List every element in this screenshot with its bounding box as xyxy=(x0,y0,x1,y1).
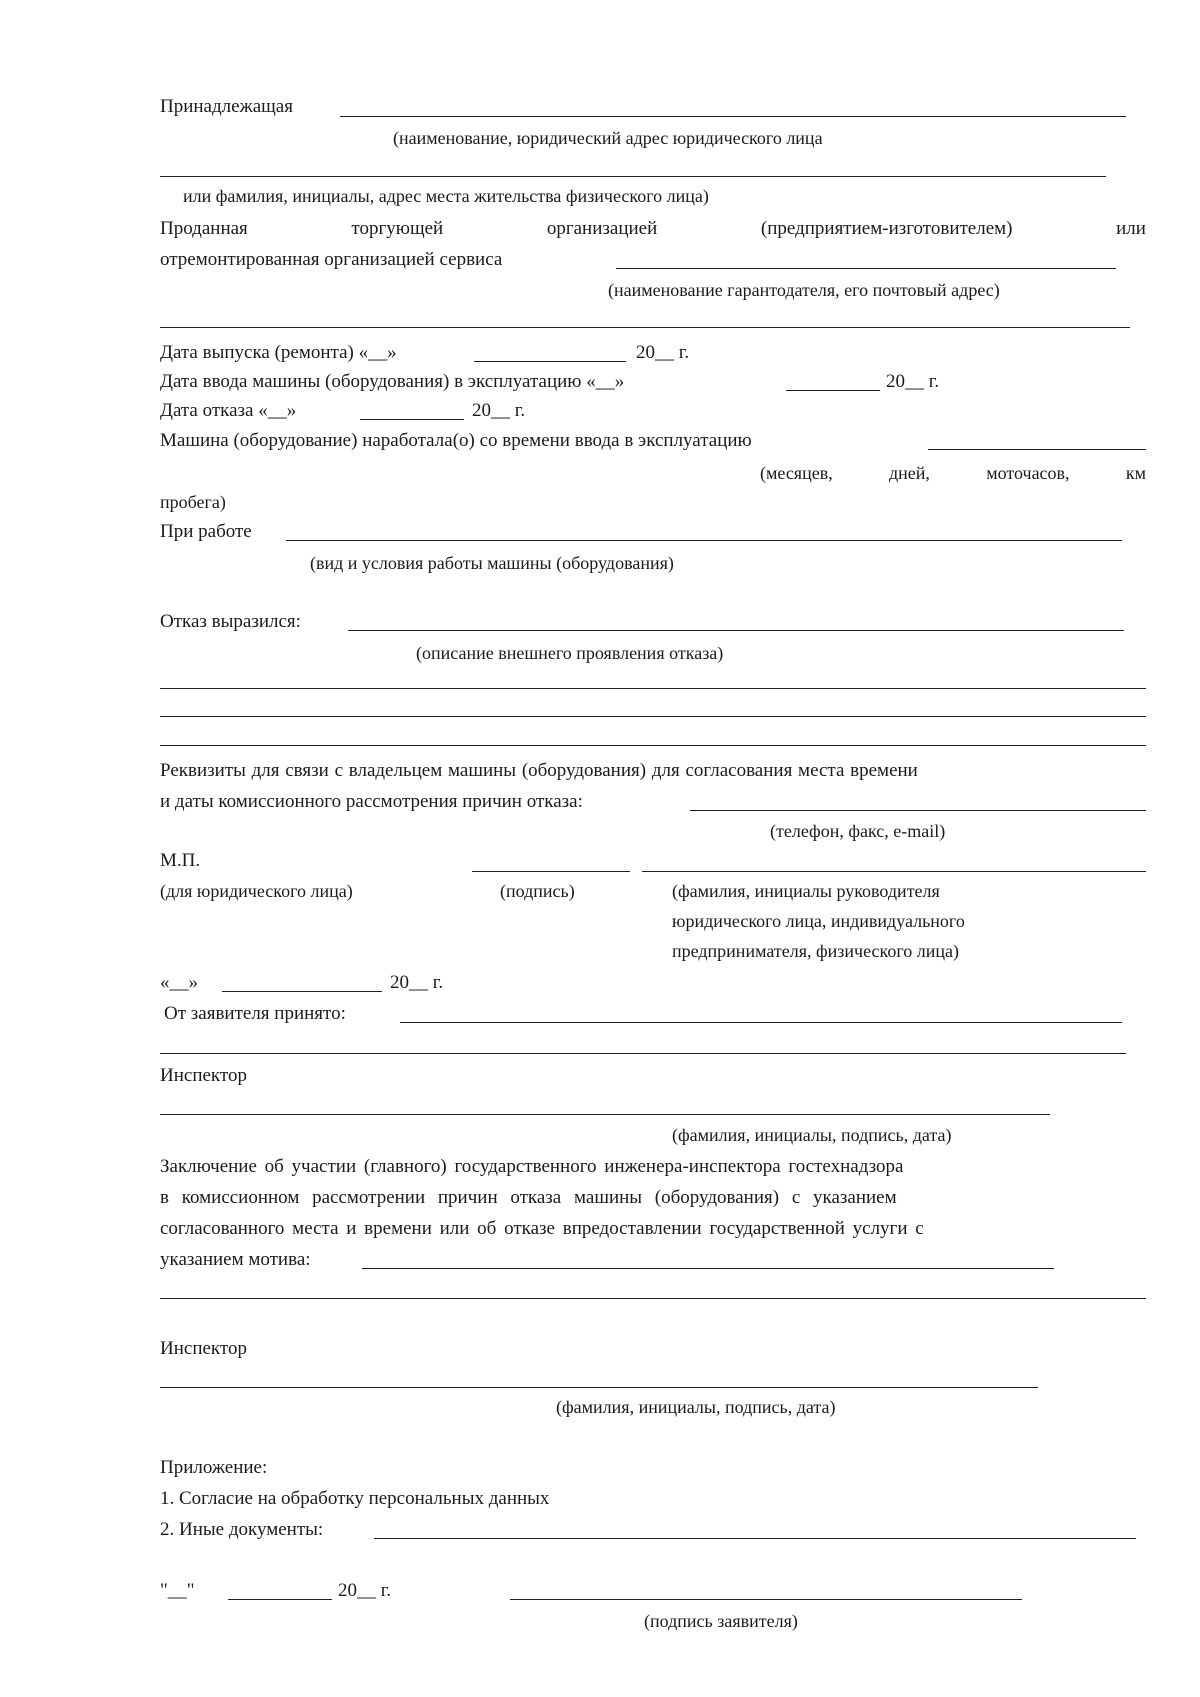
inspector-label: Инспектор xyxy=(160,1065,247,1086)
owner-hint-2: или фамилия, инициалы, адрес места жительства физического лица) xyxy=(183,186,709,206)
failure-month-line[interactable] xyxy=(360,419,464,420)
work-input-line[interactable] xyxy=(286,540,1122,541)
inspector-input-line[interactable] xyxy=(160,1114,1050,1115)
failure-input-line-2[interactable] xyxy=(160,688,1146,689)
attachments-title: Приложение: xyxy=(160,1457,268,1478)
applicant-signature-line[interactable] xyxy=(510,1599,1022,1600)
footer-month-line[interactable] xyxy=(228,1599,332,1600)
operating-units xyxy=(760,464,1146,482)
contacts-line-1: Реквизиты для связи с владельцем машины (оборудования) для согласования места времени xyxy=(160,760,918,781)
unit-km: км xyxy=(1125,463,1146,483)
conclusion-line-2: в комиссионном рассмотрении причин отказа машины (оборудования) с указанием xyxy=(160,1187,897,1208)
received-input-line-2[interactable] xyxy=(160,1053,1126,1054)
legal-entity-note: (для юридического лица) xyxy=(160,881,353,901)
attachment-2: 2. Иные документы: xyxy=(160,1519,324,1540)
head-name-hint-1: (фамилия, инициалы руководителя xyxy=(672,881,940,901)
commission-year: 20__ г. xyxy=(886,371,940,392)
operating-input-line[interactable] xyxy=(928,449,1146,450)
received-input-line[interactable] xyxy=(400,1022,1122,1023)
owner-label: Принадлежащая xyxy=(160,96,293,117)
unit-engine-hours: моточасов, xyxy=(986,463,1070,483)
signature-date-open: «__» xyxy=(160,972,198,993)
failure-date-label: Дата отказа «__» xyxy=(160,400,297,421)
work-hint: (вид и условия работы машины (оборудования) xyxy=(310,553,674,573)
seller-line-1 xyxy=(160,219,1146,238)
failure-year: 20__ г. xyxy=(472,400,526,421)
inspector-hint: (фамилия, инициалы, подпись, дата) xyxy=(672,1125,952,1145)
unit-months: (месяцев, xyxy=(760,463,833,483)
failure-input-line-4[interactable] xyxy=(160,745,1146,746)
seller-word: или xyxy=(1116,218,1146,239)
contacts-hint: (телефон, факс, e-mail) xyxy=(770,821,946,841)
seller-word: организацией xyxy=(546,218,658,239)
guarantor-hint: (наименование гарантодателя, его почтовый адрес) xyxy=(608,280,1000,300)
head-name-input-line[interactable] xyxy=(642,871,1146,872)
operating-units-cont: пробега) xyxy=(160,492,226,512)
head-name-hint-3: предпринимателя, физического лица) xyxy=(672,941,959,961)
operating-label: Машина (оборудование) наработала(о) со времени ввода в эксплуатацию xyxy=(160,430,752,451)
signature-input-line[interactable] xyxy=(472,871,630,872)
footer-year: 20__ г. xyxy=(338,1580,392,1601)
signature-month-line[interactable] xyxy=(222,991,382,992)
failure-hint: (описание внешнего проявления отказа) xyxy=(416,643,724,663)
release-month-line[interactable] xyxy=(474,361,626,362)
applicant-signature-hint: (подпись заявителя) xyxy=(644,1611,798,1631)
conclusion-line-4: указанием мотива: xyxy=(160,1249,311,1270)
inspector-2-hint: (фамилия, инициалы, подпись, дата) xyxy=(556,1397,836,1417)
work-label: При работе xyxy=(160,521,252,542)
head-name-hint-2: юридического лица, индивидуального xyxy=(672,911,965,931)
conclusion-line-3: согласованного места и времени или об отказе впредоставлении государственной услуги с xyxy=(160,1218,924,1239)
received-label: От заявителя принято: xyxy=(164,1003,346,1024)
seller-word: Проданная xyxy=(160,218,248,239)
commission-date-label: Дата ввода машины (оборудования) в эксплуатацию «__» xyxy=(160,371,625,392)
commission-month-line[interactable] xyxy=(786,390,880,391)
failure-input-line-3[interactable] xyxy=(160,716,1146,717)
seller-word: (предприятием-изготовителем) xyxy=(760,218,1013,239)
inspector-2-input-line[interactable] xyxy=(160,1387,1038,1388)
failure-input-line[interactable] xyxy=(348,630,1124,631)
conclusion-line-1: Заключение об участии (главного) государственного инженера-инспектора гостехнадзора xyxy=(160,1156,904,1177)
unit-days: дней, xyxy=(889,463,930,483)
contacts-input-line[interactable] xyxy=(690,810,1146,811)
footer-date-open: "__" xyxy=(160,1580,195,1601)
failure-label: Отказ выразился: xyxy=(160,611,301,632)
other-documents-input-line[interactable] xyxy=(374,1538,1136,1539)
conclusion-input-line[interactable] xyxy=(362,1268,1054,1269)
seal-label: М.П. xyxy=(160,850,201,871)
signature-hint: (подпись) xyxy=(500,881,575,901)
contacts-line-2: и даты комиссионного рассмотрения причин отказа: xyxy=(160,791,583,812)
guarantor-input-line-2[interactable] xyxy=(160,327,1130,328)
conclusion-input-line-2[interactable] xyxy=(160,1298,1146,1299)
seller-word: торгующей xyxy=(351,218,444,239)
release-date-label: Дата выпуска (ремонта) «__» xyxy=(160,342,397,363)
owner-input-line-2[interactable] xyxy=(160,176,1106,177)
release-year: 20__ г. xyxy=(636,342,690,363)
guarantor-input-line[interactable] xyxy=(616,268,1116,269)
owner-hint: (наименование, юридический адрес юридического лица xyxy=(393,128,823,148)
owner-input-line[interactable] xyxy=(340,116,1126,117)
inspector-2-label: Инспектор xyxy=(160,1338,247,1359)
attachment-1: 1. Согласие на обработку персональных данных xyxy=(160,1488,550,1509)
signature-year: 20__ г. xyxy=(390,972,444,993)
seller-line-2: отремонтированная организацией сервиса xyxy=(160,249,503,270)
